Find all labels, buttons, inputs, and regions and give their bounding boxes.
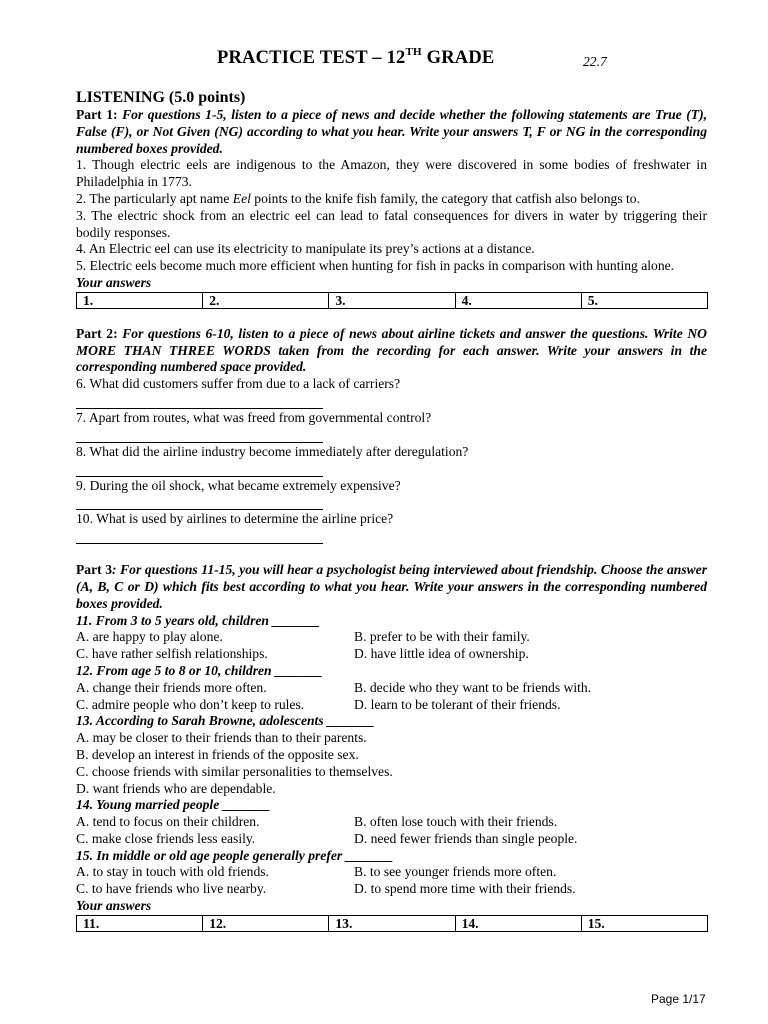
answer-line-10[interactable] [76,528,323,544]
title-superscript: TH [405,46,422,58]
option-11b: B. prefer to be with their family. [354,629,530,645]
answer-box-2[interactable]: 2. [203,292,329,308]
answer-box-4[interactable]: 4. [455,292,581,308]
answer-box-12[interactable]: 12. [203,915,329,931]
option-12a: A. change their friends more often. [76,679,267,695]
answer-table-part3 [76,915,708,932]
part2-label: Part 2: [76,325,118,341]
statement-2-after: points to the knife fish family, the category that catfish also belongs to. [250,190,641,206]
option-14a: A. tend to focus on their children. [76,814,260,830]
answer-box-5[interactable]: 5. [581,292,707,308]
answer-box-15[interactable]: 15. [581,915,707,931]
answers-label: Your answers [76,274,152,290]
question-11: 11. From 3 to 5 years old, children _______ [76,612,320,628]
option-14d: D. need fewer friends than single people. [354,830,578,846]
option-11c: C. have rather selfish relationships. [76,646,268,662]
option-12b: B. decide who they want to be friends with. [354,679,592,695]
statement-3: 3. The electric shock from an electric eel can lead to fatal consequences for divers in water by triggering their bodily responses. [76,207,707,240]
statement-2-italic: Eel [232,190,251,206]
answer-table-part1 [76,292,708,309]
test-code: 22.7 [583,54,607,69]
title-main: PRACTICE TEST – 12 [217,48,406,68]
answers-label-part3: Your answers [76,898,152,914]
answer-box-13[interactable]: 13. [329,915,455,931]
option-13d: D. want friends who are dependable. [76,780,276,796]
option-12d: D. learn to be tolerant of their friends. [354,696,561,712]
option-13c: C. choose friends with similar personalities to themselves. [76,763,393,779]
answer-line-8[interactable] [76,461,323,477]
statement-4: 4. An Electric eel can use its electricity to manipulate its prey’s actions at a distance. [76,241,535,257]
title-end: GRADE [421,48,495,68]
option-15d: D. to spend more time with their friends. [354,881,576,897]
part3-label: Part 3 [76,562,113,578]
document-page [76,46,707,932]
part2-instruction [76,326,707,376]
statement-5: 5. Electric eels become much more efficient when hunting for fish in packs in comparison with hunting alone. [76,258,675,274]
option-15b: B. to see younger friends more often. [354,864,557,880]
header [76,46,707,80]
option-12c: C. admire people who don’t keep to rules. [76,696,305,712]
option-15c: C. to have friends who live nearby. [76,881,267,897]
part1-instruction [76,107,707,157]
question-12: 12. From age 5 to 8 or 10, children _______ [76,662,323,678]
option-11a: A. are happy to play alone. [76,629,223,645]
page-number: Page 1/17 [651,992,706,1006]
question-6: 6. What did customers suffer from due to a lack of carriers? [76,376,401,392]
part3-instruction [76,562,707,612]
option-13a: A. may be closer to their friends than to their parents. [76,730,367,746]
answer-line-7[interactable] [76,427,323,443]
section-title: LISTENING (5.0 points) [76,89,246,106]
option-13b: B. develop an interest in friends of the opposite sex. [76,746,359,762]
answer-box-11[interactable]: 11. [77,915,203,931]
answer-box-14[interactable]: 14. [455,915,581,931]
question-8: 8. What did the airline industry become immediately after deregulation? [76,443,469,459]
part3-instruction-text: : For questions 11-15, you will hear a psychologist being interviewed about friendship. Choose the answer (A, B, C or D) which fits best according to what you hear. Write your answers in the corresponding numbered boxes provided. [76,562,708,611]
statement-2 [76,191,707,208]
question-13: 13. According to Sarah Browne, adolescents _______ [76,713,375,729]
part2-instruction-text: For questions 6-10, listen to a piece of news about airline tickets and answer the questions. Write NO MORE THAN THREE WORDS taken from the recording for each answer. Write your answers in the corresponding numbered space provided. [76,325,707,375]
option-14b: B. often lose touch with their friends. [354,814,558,830]
question-15: 15. In middle or old age people generally prefer _______ [76,847,394,863]
question-10: 10. What is used by airlines to determine the airline price? [76,511,394,527]
page-title [217,46,495,68]
option-14c: C. make close friends less easily. [76,830,256,846]
statement-2-before: 2. The particularly apt name [76,190,233,206]
question-14: 14. Young married people _______ [76,797,271,813]
answer-line-6[interactable] [76,393,323,409]
part1-label: Part 1: [76,107,118,122]
part1-instruction-text: For questions 1-5, listen to a piece of news and decide whether the following statements are True (T), False (F), or Not Given (NG) according to what you hear. Write your answers T, F or NG in the corresponding numbered boxes provided. [76,107,707,156]
question-7: 7. Apart from routes, what was freed from governmental control? [76,409,432,425]
answer-box-3[interactable]: 3. [329,292,455,308]
answer-line-9[interactable] [76,494,323,510]
answer-box-1[interactable]: 1. [77,292,203,308]
option-11d: D. have little idea of ownership. [354,646,529,662]
option-15a: A. to stay in touch with old friends. [76,864,269,880]
question-9: 9. During the oil shock, what became extremely expensive? [76,477,401,493]
statement-1: 1. Though electric eels are indigenous to the Amazon, they were discovered in some bodies of freshwater in Philadelphia in 1773. [76,157,707,190]
